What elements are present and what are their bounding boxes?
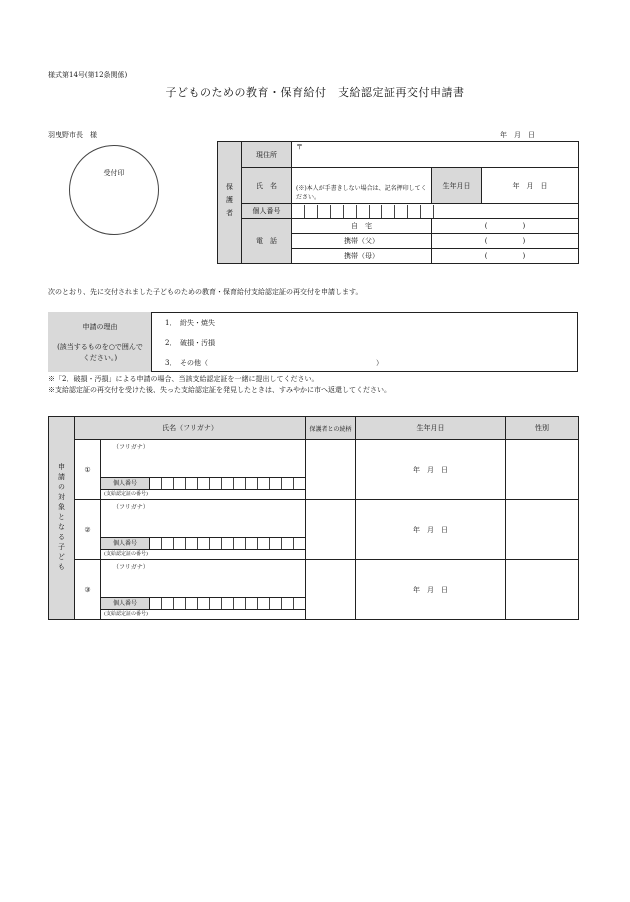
reception-stamp-label: 受付印 [103, 169, 125, 177]
child-gender-field[interactable] [506, 440, 579, 500]
child-number: ① [75, 440, 101, 500]
child-row [49, 560, 579, 620]
child-id-field[interactable] [150, 478, 294, 489]
col-name-header: 氏名（フリガナ） [75, 417, 306, 440]
furigana-label: （フリガナ） [113, 504, 149, 511]
child-id-label: 個人番号 [101, 538, 150, 549]
furigana-label: （フリガナ） [113, 444, 149, 451]
child-id-label: 個人番号 [101, 598, 150, 609]
child-id-label: 個人番号 [101, 478, 150, 489]
child-number: ③ [75, 560, 101, 620]
guardian-id-field[interactable] [292, 204, 579, 219]
child-relation-field[interactable] [306, 500, 356, 560]
phone-home-field[interactable]: ( ) [432, 219, 579, 234]
reason-option-3[interactable]: 3． その他（ ） [165, 359, 383, 367]
phone-father-label: 携帯（父） [292, 234, 432, 249]
child-id-note: (支給認定証の番号) [104, 491, 148, 497]
statement: 次のとおり、先に交付されました子どものための教育・保育給付支給認定証の再交付を申請します。 [48, 288, 363, 296]
reason-header [48, 312, 152, 372]
children-table [48, 416, 579, 620]
name-label: 氏 名 [242, 168, 292, 204]
phone-home-label: 自 宅 [292, 219, 432, 234]
child-id-field[interactable] [150, 538, 294, 549]
child-name-field[interactable] [101, 500, 306, 560]
child-gender-field[interactable] [506, 560, 579, 620]
reason-option-1[interactable]: 1． 紛失・焼失 [165, 319, 215, 327]
page-title: 子どものための教育・保育給付 支給認定証再交付申請書 [165, 86, 465, 99]
name-note: (※)本人が手書きしない場合は、記名押印してください。 [296, 185, 427, 201]
col-relation-header: 保護者との続柄 [306, 417, 356, 440]
reception-stamp-circle [69, 145, 159, 235]
note-1: ※「2．破損・汚損」による申請の場合、当該支給認定証を一緒に提出してください。 [48, 375, 319, 383]
guardian-section-label: 保護者 [218, 142, 242, 264]
child-id-note: (支給認定証の番号) [104, 611, 148, 617]
phone-mother-label: 携帯（母） [292, 249, 432, 264]
child-name-field[interactable] [101, 560, 306, 620]
address-field[interactable] [292, 142, 579, 168]
child-birth-field[interactable]: 年 月 日 [356, 560, 506, 620]
col-birth-header: 生年月日 [356, 417, 506, 440]
child-gender-field[interactable] [506, 500, 579, 560]
postal-mark: 〒 [296, 143, 303, 151]
child-row [49, 500, 579, 560]
guardian-name-field[interactable] [292, 168, 432, 204]
child-number: ② [75, 500, 101, 560]
child-relation-field[interactable] [306, 560, 356, 620]
child-row [49, 440, 579, 500]
application-date[interactable]: 年 月 日 [500, 131, 535, 139]
phone-mother-field[interactable]: ( ) [432, 249, 579, 264]
child-id-note: (支給認定証の番号) [104, 551, 148, 557]
child-birth-field[interactable]: 年 月 日 [356, 500, 506, 560]
reason-option-2[interactable]: 2． 破損・汚損 [165, 339, 215, 347]
address-label: 現住所 [242, 142, 292, 168]
child-id-field[interactable] [150, 598, 294, 609]
guardian-table [217, 141, 579, 264]
col-gender-header: 性別 [506, 417, 579, 440]
guardian-birth-field[interactable]: 年 月 日 [482, 168, 579, 204]
id-label: 個人番号 [242, 204, 292, 219]
reason-hint: (該当するものを○で囲んでください。) [57, 343, 143, 362]
phone-father-field[interactable]: ( ) [432, 234, 579, 249]
reason-label: 申請の理由 [82, 323, 118, 331]
birth-label: 生年月日 [432, 168, 482, 204]
children-section-label: 申請の対象となる子ども [49, 417, 75, 620]
child-name-field[interactable] [101, 440, 306, 500]
form-id: 様式第14号(第12条関係) [48, 71, 128, 79]
child-birth-field[interactable]: 年 月 日 [356, 440, 506, 500]
furigana-label: （フリガナ） [113, 564, 149, 571]
phone-label: 電 話 [242, 219, 292, 264]
note-2: ※支給認定証の再交付を受けた後、失った支給認定証を発見したときは、すみやかに市へ返還してください。 [48, 386, 391, 394]
child-relation-field[interactable] [306, 440, 356, 500]
addressee: 羽曳野市長 様 [48, 131, 97, 139]
